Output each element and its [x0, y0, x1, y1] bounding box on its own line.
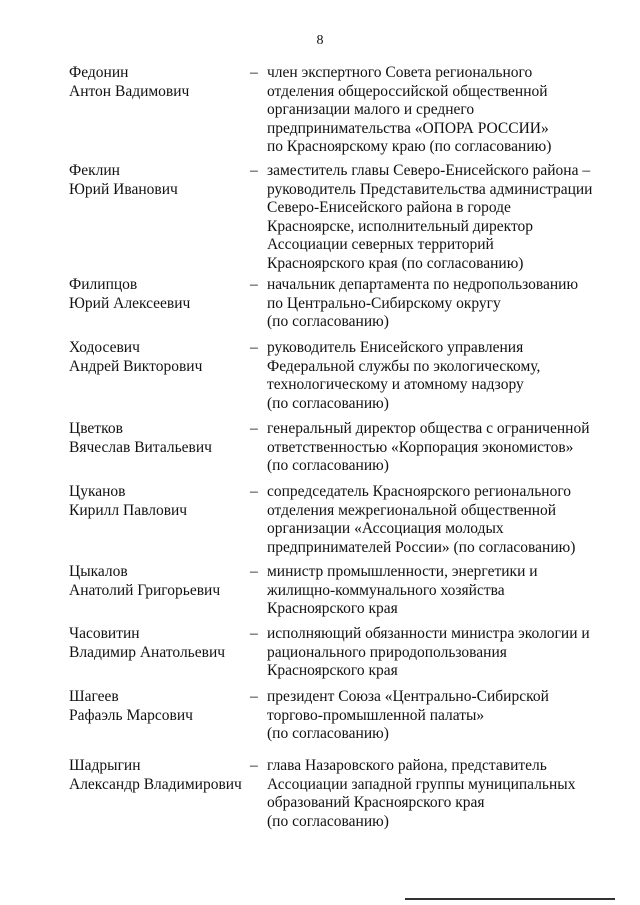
member-position: [267, 276, 607, 332]
position-line: (по согласованию): [267, 812, 389, 830]
member-surname: Шагеев: [69, 688, 119, 705]
position-line: министр промышленности, энергетики и: [267, 563, 538, 580]
position-line: Федеральной службы по экологическому,: [267, 357, 541, 375]
page-number: 8: [316, 33, 324, 48]
position-line: Красноярске, исполнительный директор: [267, 217, 534, 235]
member-name: [69, 563, 254, 600]
position-line: ответственностью «Корпорация экономистов»: [267, 438, 574, 456]
member-position: [267, 483, 607, 557]
position-line: (по согласованию): [267, 313, 389, 330]
position-line: Красноярского края: [267, 600, 398, 617]
member-name: [69, 64, 254, 101]
dash-separator: –: [250, 563, 258, 580]
position-line: (по согласованию): [267, 725, 389, 742]
position-line: предпринимательства «ОПОРА РОССИИ»: [267, 119, 549, 137]
dash-separator: –: [250, 64, 258, 81]
member-position: [267, 420, 607, 476]
member-surname: Федонин: [69, 64, 129, 81]
member-position: [267, 162, 607, 273]
position-line: Красноярского края: [267, 662, 398, 679]
member-given-name: Анатолий Григорьевич: [69, 581, 221, 599]
member-position: [267, 339, 607, 413]
member-name: [69, 276, 254, 313]
member-given-name: Юрий Алексеевич: [69, 294, 191, 312]
member-given-name: Антон Вадимович: [69, 82, 190, 100]
position-line: образований Красноярского края: [267, 794, 485, 811]
member-name: [69, 420, 254, 457]
member-surname: Шадрыгин: [69, 757, 141, 774]
position-line: заместитель главы Северо-Енисейского района –: [267, 162, 591, 179]
member-surname: Цветков: [69, 420, 123, 437]
member-position: [267, 563, 607, 619]
position-line: рационального природопользования: [267, 643, 507, 661]
dash-separator: –: [250, 757, 258, 774]
footer-rule: [405, 898, 615, 900]
dash-separator: –: [250, 688, 258, 705]
dash-separator: –: [250, 625, 258, 642]
position-line: (по согласованию): [267, 394, 389, 412]
position-line: член экспертного Совета регионального: [267, 64, 533, 81]
position-line: торгово-промышленной палаты»: [267, 706, 485, 724]
dash-separator: –: [250, 339, 258, 356]
dash-separator: –: [250, 483, 258, 500]
dash-separator: –: [250, 162, 258, 179]
position-line: по Центрально-Сибирскому округу: [267, 294, 501, 312]
position-line: исполняющий обязанности министра экологии и: [267, 625, 590, 642]
position-line: по Красноярскому краю (по согласованию): [267, 138, 552, 155]
member-surname: Ходосевич: [69, 339, 140, 356]
member-given-name: Вячеслав Витальевич: [69, 438, 212, 456]
member-surname: Часовитин: [69, 625, 140, 642]
position-line: Ассоциации западной группы муниципальных: [267, 775, 576, 793]
position-line: Красноярского края (по согласованию): [267, 254, 524, 272]
member-name: [69, 625, 254, 662]
position-line: (по согласованию): [267, 457, 389, 474]
member-given-name: Рафаэль Марсович: [69, 706, 193, 724]
position-line: организации малого и среднего: [267, 101, 475, 118]
position-line: глава Назаровского района, представитель: [267, 757, 547, 774]
position-line: предпринимателей России» (по согласованию): [267, 538, 576, 556]
member-name: [69, 162, 254, 199]
member-position: [267, 757, 607, 831]
position-line: руководитель Енисейского управления: [267, 339, 524, 356]
member-given-name: Кирилл Павлович: [69, 501, 188, 519]
member-name: [69, 688, 254, 725]
position-line: организации «Ассоциация молодых: [267, 520, 504, 537]
position-line: технологическому и атомному надзору: [267, 376, 524, 393]
position-line: Северо-Енисейского района в городе: [267, 199, 511, 216]
dash-separator: –: [250, 420, 258, 437]
position-line: Ассоциации северных территорий: [267, 236, 494, 253]
member-position: [267, 688, 607, 744]
member-given-name: Андрей Викторович: [69, 357, 203, 375]
member-position: [267, 64, 607, 157]
position-line: жилищно-коммунального хозяйства: [267, 581, 505, 599]
member-surname: Цуканов: [69, 483, 126, 500]
member-position: [267, 625, 607, 681]
member-name: [69, 757, 254, 794]
position-line: отделения общероссийской общественной: [267, 82, 548, 100]
position-line: генеральный директор общества с ограниченной: [267, 420, 590, 437]
position-line: президент Союза «Центрально-Сибирской: [267, 688, 549, 705]
member-name: [69, 339, 254, 376]
position-line: сопредседатель Красноярского регионального: [267, 483, 572, 500]
member-surname: Цыкалов: [69, 563, 128, 580]
position-line: отделения межрегиональной общественной: [267, 501, 557, 519]
member-surname: Феклин: [69, 162, 120, 179]
dash-separator: –: [250, 276, 258, 293]
member-given-name: Александр Владимирович: [69, 775, 242, 793]
position-line: начальник департамента по недропользованию: [267, 276, 579, 293]
position-line: руководитель Представительства администрации: [267, 180, 593, 198]
member-given-name: Владимир Анатольевич: [69, 643, 226, 661]
member-given-name: Юрий Иванович: [69, 180, 178, 198]
member-name: [69, 483, 254, 520]
member-surname: Филипцов: [69, 276, 138, 293]
